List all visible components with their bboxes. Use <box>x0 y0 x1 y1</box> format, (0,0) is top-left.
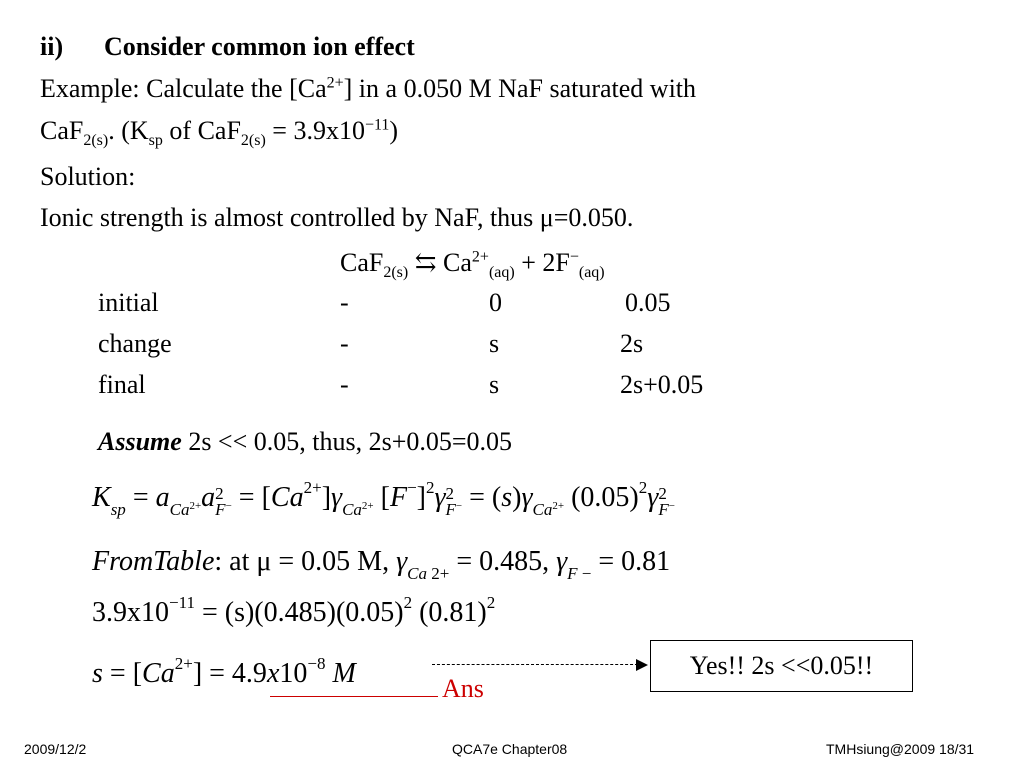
answer-underline <box>270 696 438 697</box>
solution-label: Solution: <box>40 162 136 191</box>
ice-cell: - <box>340 288 349 317</box>
ice-cell: 0 <box>489 288 502 317</box>
section-heading: Consider common ion effect <box>104 32 415 61</box>
footer-date: 2009/12/2 <box>24 741 87 757</box>
reaction-equation: CaF$_{2(s)}$ ⇆ $Ca^{2+}_{(aq)} + 2F^-_{(aq)}$ <box>340 248 605 282</box>
ionic-strength-text: Ionic strength is almost controlled by NaF, thus μ=0.050. <box>40 203 634 232</box>
ice-cell: s <box>489 370 500 399</box>
footer-page: TMHsiung@2009 18/31 <box>826 741 975 757</box>
arrow-right-icon <box>636 659 648 671</box>
ice-cell: 2s <box>620 329 644 358</box>
result-equation: $s = [Ca^{2+}] = 4.9x10^{-8}$ M <box>92 654 356 689</box>
ice-row-label: change <box>98 329 172 358</box>
answer-label: Ans <box>442 674 484 703</box>
ice-cell: 2s+0.05 <box>620 370 704 399</box>
section-number: ii) <box>40 32 64 61</box>
solve-equation: $3.9x10^{-11} = (s)(0.485)(0.05)^2$ $(0.81)^2$ <box>92 593 496 628</box>
equilibrium-arrow-icon: ⇆ <box>414 248 437 277</box>
ksp-equation: $K_{sp} = a_{Ca^{2+}}a$ 2 $F^- = [Ca^{2+}]\gamma_{Ca^{2+}}$ $[F^-]^2\gamma$ 2 $F^- = (s)\gamma_{Ca^{2+}}$ $(0.05)^2\gamma$ 2 F− <box>92 478 675 519</box>
ice-cell: 0.05 <box>625 288 671 317</box>
ice-cell: - <box>340 370 349 399</box>
example-line-2: CaF$_{2(s)}$. ($K_{sp}$ of $CaF_{2(s)} = 3.9x10^{-11}$) <box>40 116 399 150</box>
assumption-line: Assume 2s << 0.05, thus, 2s+0.05=0.05 <box>98 427 513 456</box>
from-table-equation: FromTable: at μ = 0.05 M, $\gamma_{Ca 2+} = 0.485$, $\gamma_{F -} = 0.81$ <box>92 546 671 583</box>
example-line-1: Example: Calculate the $[Ca^{2+}]$ in a 0.050 M NaF saturated with <box>40 74 697 103</box>
check-box-note: Yes!! 2s <<0.05!! <box>650 640 913 692</box>
dashed-arrow-line <box>432 664 638 665</box>
ice-row-label: initial <box>98 288 159 317</box>
ice-cell: s <box>489 329 500 358</box>
footer-chapter: QCA7e Chapter08 <box>452 741 568 757</box>
ice-row-label: final <box>98 370 146 399</box>
ice-cell: - <box>340 329 349 358</box>
